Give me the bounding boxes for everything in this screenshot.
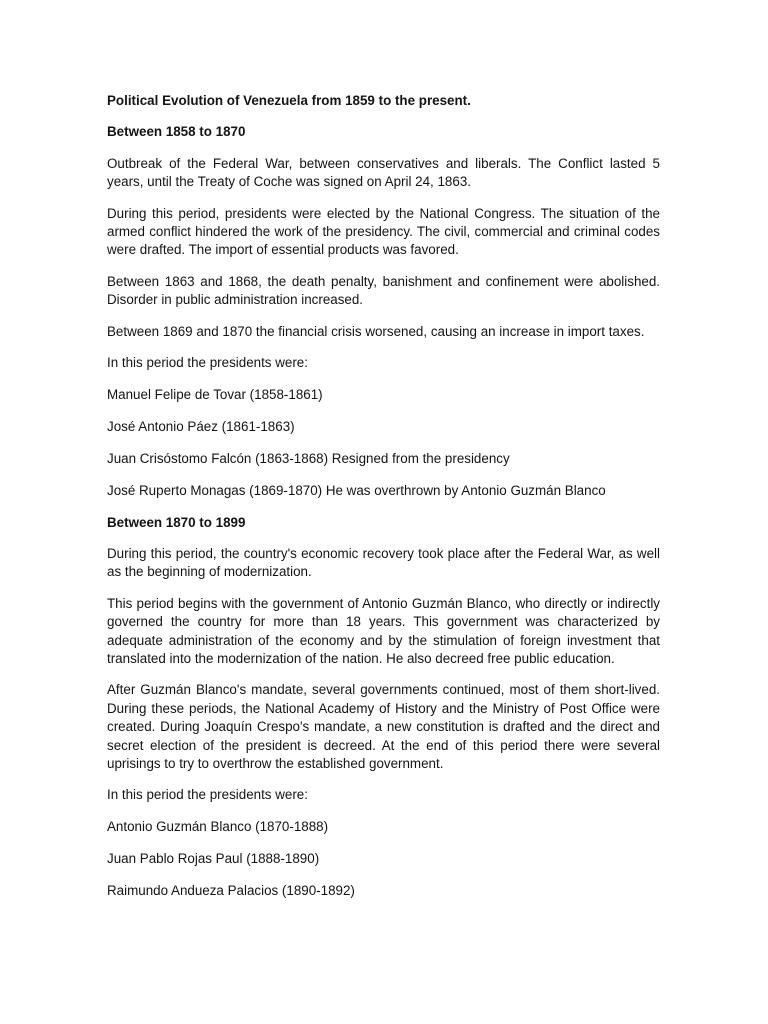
president-entry: Antonio Guzmán Blanco (1870-1888) [107, 819, 329, 835]
president-entry: Juan Crisóstomo Falcón (1863-1868) Resigned from the presidency [107, 450, 510, 466]
president-entry: José Ruperto Monagas (1869-1870) He was overthrown by Antonio Guzmán Blanco [107, 482, 606, 498]
president-entry: Manuel Felipe de Tovar (1858-1861) [107, 386, 323, 402]
document-page [107, 92, 660, 914]
section-heading: Between 1858 to 1870 [107, 124, 246, 140]
section-1870-1899 [107, 514, 660, 901]
paragraph: Between 1869 and 1870 the financial crisis worsened, causing an increase in import taxes. [107, 323, 645, 339]
paragraph: During this period, the country's economic recovery took place after the Federal War, as well as the beginning of modernization. [107, 546, 660, 580]
section-heading: Between 1870 to 1899 [107, 514, 246, 530]
document-title: Political Evolution of Venezuela from 1859 to the present. [107, 93, 471, 108]
paragraph: During this period, presidents were elected by the National Congress. The situation of the armed conflict hindered the work of the presidency. The civil, commercial and criminal codes were drafted. The import of essential products was favored. [107, 205, 660, 258]
presidents-intro: In this period the presidents were: [107, 355, 308, 371]
presidents-intro: In this period the presidents were: [107, 787, 308, 803]
paragraph: After Guzmán Blanco's mandate, several governments continued, most of them short-lived. During these periods, the National Academy of History and the Ministry of Post Office were created. During Joaquín Crespo's mandate, a new constitution is drafted and the direct and secret election of the president is decreed. At the end of this period there were several uprisings to try to overthrow the established government. [107, 682, 660, 772]
president-entry: José Antonio Páez (1861-1863) [107, 418, 295, 434]
president-entry: Juan Pablo Rojas Paul (1888-1890) [107, 851, 320, 867]
paragraph: This period begins with the government of Antonio Guzmán Blanco, who directly or indirectly governed the country for more than 18 years. This government was characterized by adequate administration of the economy and by the stimulation of foreign investment that translated into the modernization of the nation. He also decreed free public education. [107, 595, 660, 667]
section-1858-1870 [107, 123, 660, 500]
president-entry: Raimundo Andueza Palacios (1890-1892) [107, 883, 355, 899]
paragraph: Outbreak of the Federal War, between conservatives and liberals. The Conflict lasted 5 years, until the Treaty of Coche was signed on April 24, 1863. [107, 155, 660, 190]
paragraph: Between 1863 and 1868, the death penalty, banishment and confinement were abolished. Disorder in public administration increased. [107, 273, 660, 308]
